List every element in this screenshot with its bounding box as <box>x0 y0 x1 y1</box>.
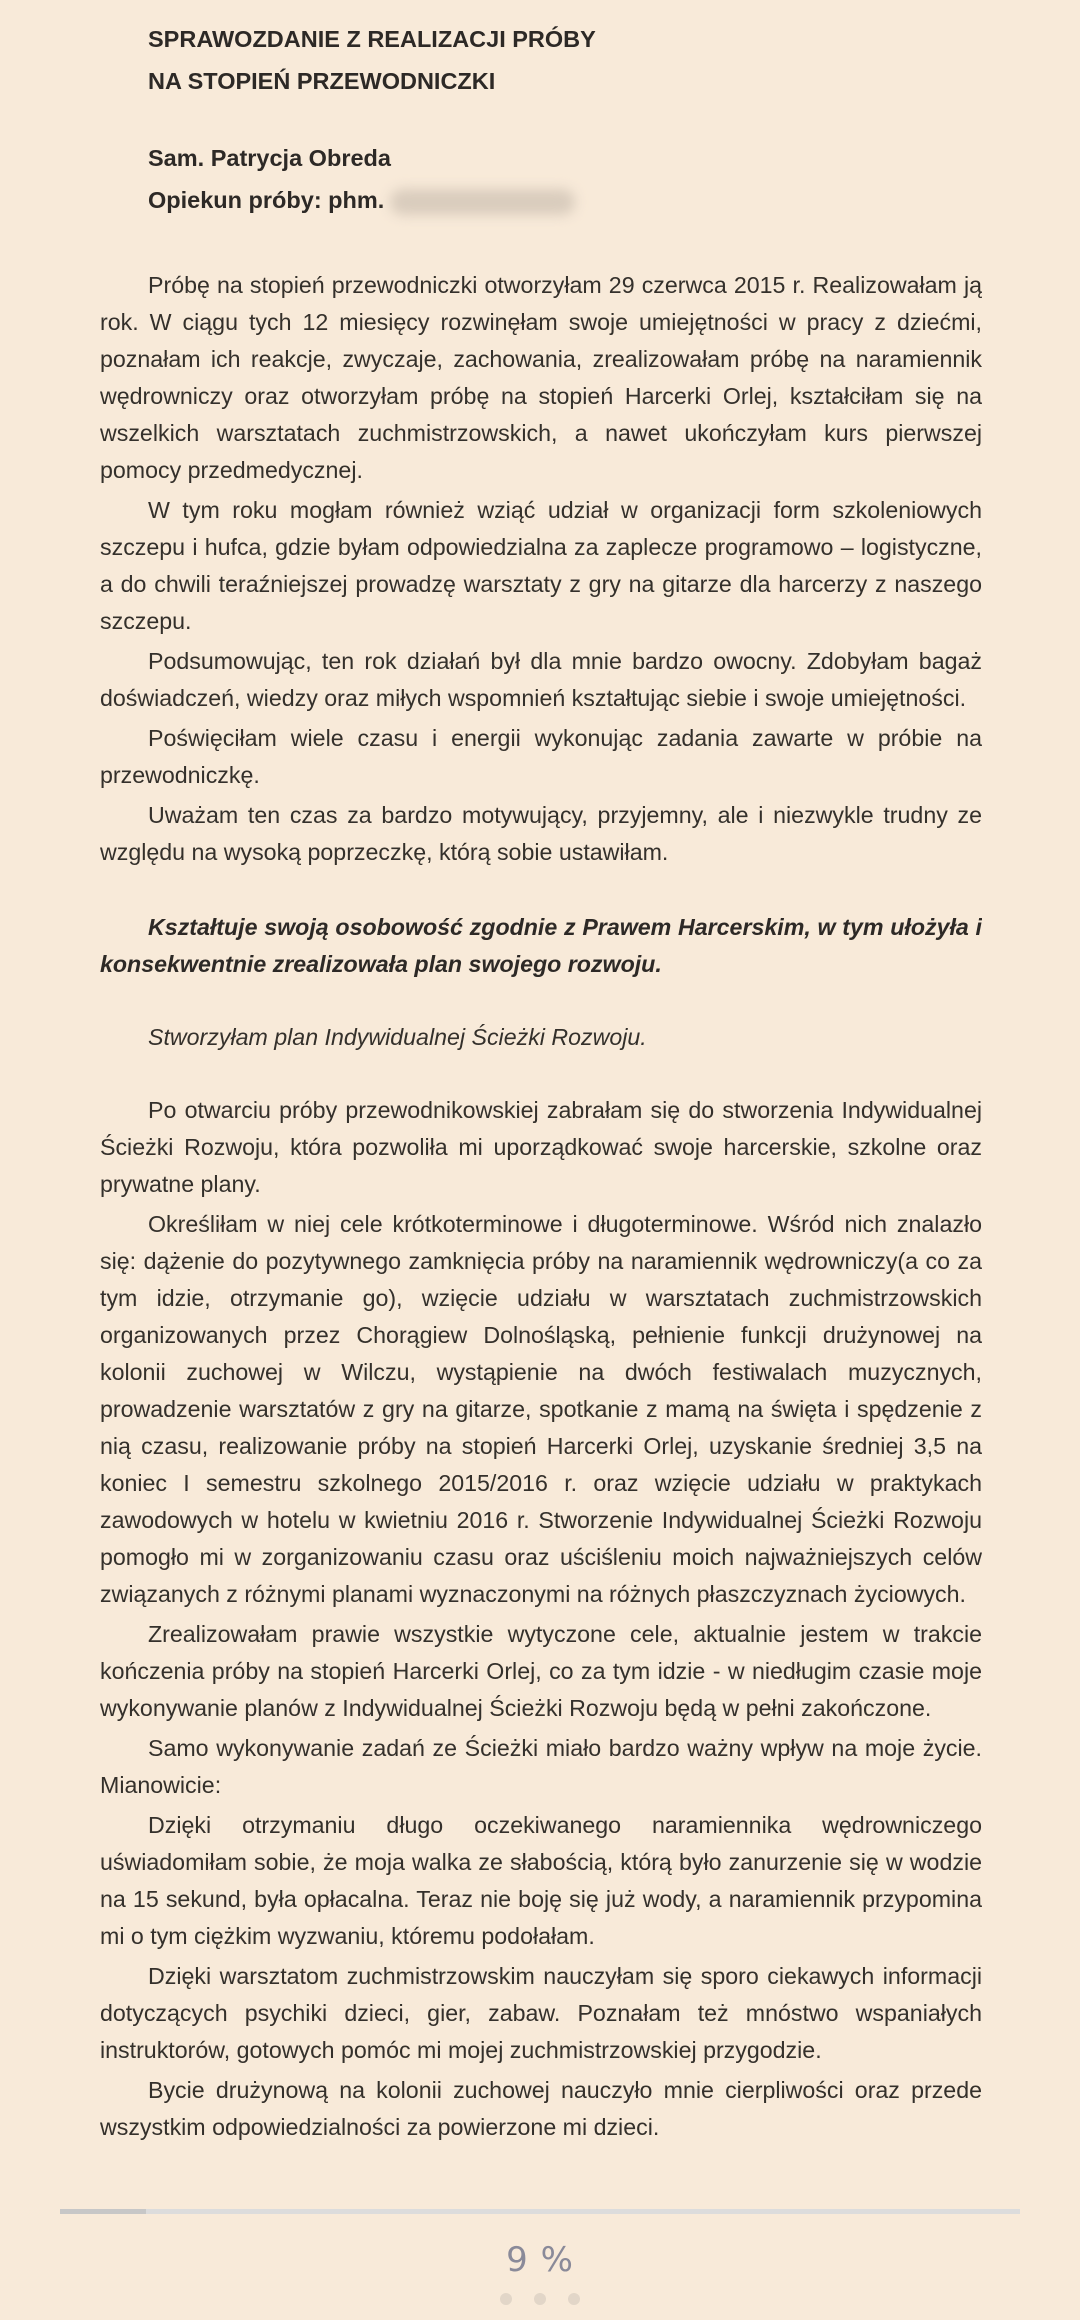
paragraph: Określiłam w niej cele krótkoterminowe i długoterminowe. Wśród nich znalazło się: dążenie do pozytywnego zamknięcia próby na naramiennik wędrowniczy(a co za tym idzie, otrzymanie go), wzięcie udziału w warsztatach zuchmistrzowskich organizowanych przez Chorągiew Dolnośląską, pełnienie funkcji drużynowej na kolonii zuchowej w Wilczu, wystąpienie na dwóch festiwalach muzycznych, prowadzenie warsztatów z gry na gitarze, spotkanie z mamą na święta i spędzenie z nią czasu, realizowanie próby na stopień Harcerki Orlej, uzyskanie średniej 3,5 na koniec I semestru szkolnego 2015/2016 r. oraz wzięcie udziału w praktykach zawodowych w hotelu w kwietniu 2016 r. Stworzenie Indywidualnej Ścieżki Rozwoju pomogło mi w zorganizowaniu czasu oraz uściśleniu moich najważniejszych celów związanych z różnymi planami wyznaczonymi na różnych płaszczyznach życiowych. <box>100 1211 982 1607</box>
document-header <box>100 0 982 102</box>
paragraph: Próbę na stopień przewodniczki otworzyłam 29 czerwca 2015 r. Realizowałam ją rok. W ciągu tych 12 miesięcy rozwinęłam swoje umiejętności w pracy z dziećmi, poznałam ich reakcje, zwyczaje, zachowania, zrealizowałam próbę na naramiennik wędrowniczy oraz otworzyłam próbę na stopień Harcerki Orlej, kształciłam się na wszelkich warsztatach zuchmistrzowskich, a nawet ukończyłam kurs pierwszej pomocy przedmedycznej. <box>100 272 982 483</box>
reading-progress-bar[interactable] <box>60 2209 1020 2214</box>
section-heading: Kształtuje swoją osobowość zgodnie z Prawem Harcerskim, w tym ułożyła i konsekwentnie zrealizowała plan swojego rozwoju. <box>100 914 982 977</box>
document-page[interactable] <box>100 0 982 2230</box>
document-title-line-1: SPRAWOZDANIE Z REALIZACJI PRÓBY <box>148 26 596 52</box>
paragraph: Po otwarciu próby przewodnikowskiej zabrałam się do stworzenia Indywidualnej Ścieżki Rozwoju, która pozwoliła mi uporządkować swoje harcerskie, szkolne oraz prywatne plany. <box>100 1097 982 1197</box>
paragraph: W tym roku mogłam również wziąć udział w organizacji form szkoleniowych szczepu i hufca, gdzie byłam odpowiedzialna za zaplecze programowo – logistyczne, a do chwili teraźniejszej prowadzę warsztaty z gry na gitarze dla harcerzy z naszego szczepu. <box>100 497 982 634</box>
page-dot <box>568 2293 580 2305</box>
tutor-line <box>148 179 982 221</box>
document-title-line-2: NA STOPIEŃ PRZEWODNICZKI <box>148 68 496 94</box>
reading-progress-percent: 9 % <box>506 2240 574 2280</box>
section-body <box>100 1092 982 2146</box>
subsection-heading: Stworzyłam plan Indywidualnej Ścieżki Rozwoju. <box>148 1024 647 1050</box>
paragraph: Samo wykonywanie zadań ze Ścieżki miało bardzo ważny wpływ na moje życie. Mianowicie: <box>100 1735 982 1798</box>
tutor-label: Opiekun próby: phm. <box>148 187 385 213</box>
body-text <box>100 267 982 2146</box>
paragraph: Uważam ten czas za bardzo motywujący, przyjemny, ale i niezwykle trudny ze względu na wysoką poprzeczkę, którą sobie ustawiłam. <box>100 802 982 865</box>
author-name: Sam. Patrycja Obreda <box>148 145 391 171</box>
page-dot <box>534 2293 546 2305</box>
author-block <box>100 137 982 221</box>
paragraph: Dzięki warsztatom zuchmistrzowskim nauczyłam się sporo ciekawych informacji dotyczących psychiki dzieci, gier, zabaw. Poznałam też mnóstwo wspaniałych instruktorów, gotowych pomóc mi mojej zuchmistrzowskiej przygodzie. <box>100 1963 982 2063</box>
paragraph: Zrealizowałam prawie wszystkie wytyczone cele, aktualnie jestem w trakcie kończenia próby na stopień Harcerki Orlej, co za tym idzie - w niedługim czasie moje wykonywanie planów z Indywidualnej Ścieżki Rozwoju będą w pełni zakończone. <box>100 1621 982 1721</box>
redacted-tutor-name <box>390 189 575 215</box>
reading-progress-fill <box>60 2209 146 2214</box>
paragraph: Poświęciłam wiele czasu i energii wykonując zadania zawarte w próbie na przewodniczkę. <box>100 725 982 788</box>
paragraph: Dzięki otrzymaniu długo oczekiwanego naramiennika wędrowniczego uświadomiłam sobie, że moja walka ze słabością, którą było zanurzenie się w wodzie na 15 sekund, była opłacalna. Teraz nie boję się już wody, a naramiennik przypomina mi o tym ciężkim wyzwaniu, któremu podołałam. <box>100 1812 982 1949</box>
page-dot <box>500 2293 512 2305</box>
paragraph: Bycie drużynową na kolonii zuchowej nauczyło mnie cierpliwości oraz przede wszystkim odpowiedzialności za powierzone mi dzieci. <box>100 2077 982 2140</box>
paragraph: Podsumowując, ten rok działań był dla mnie bardzo owocny. Zdobyłam bagaż doświadczeń, wiedzy oraz miłych wspomnień kształtując siebie i swoje umiejętności. <box>100 648 982 711</box>
page-indicator-dots[interactable] <box>0 2292 1080 2310</box>
